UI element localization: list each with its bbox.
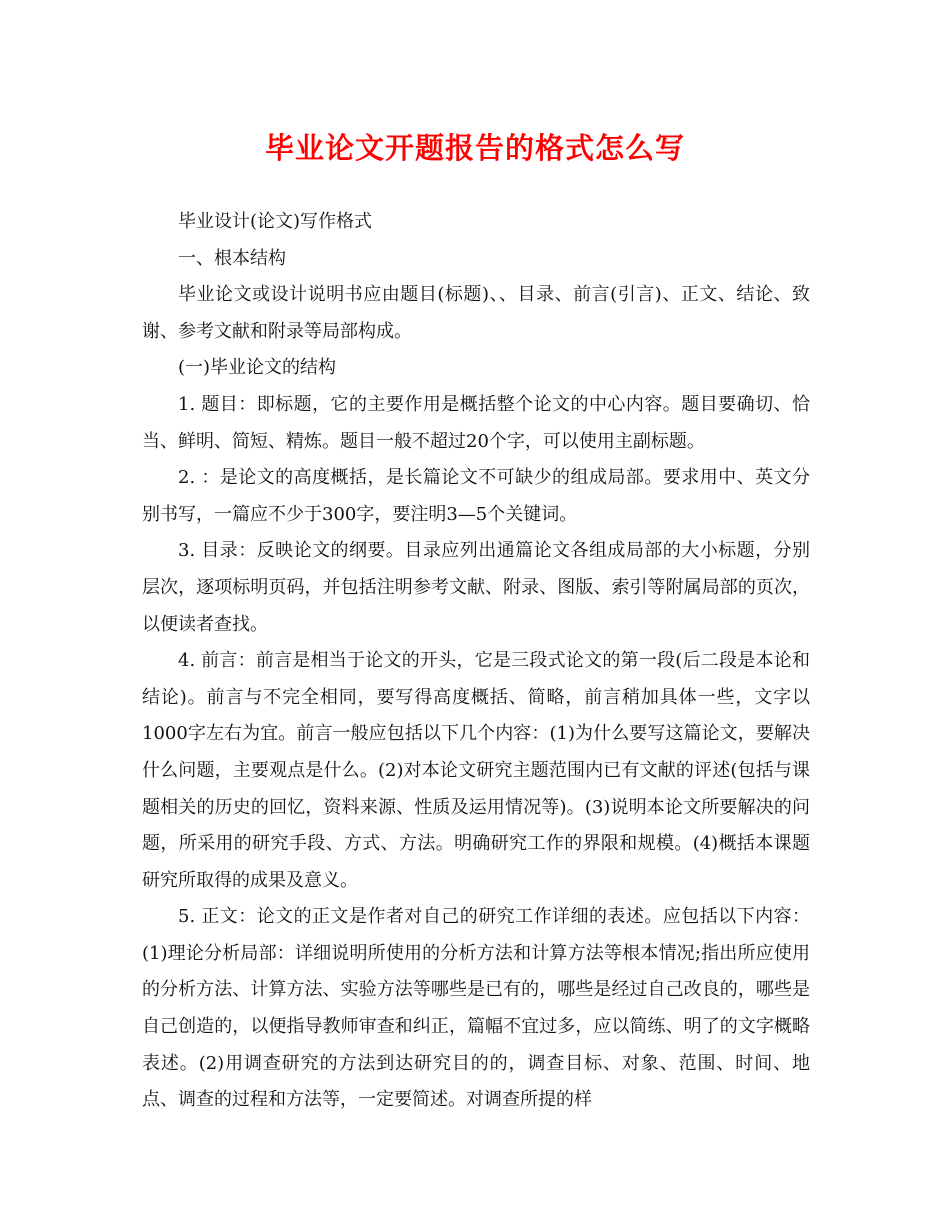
paragraph-structure-intro: 毕业论文或设计说明书应由题目(标题)、、目录、前言(引言)、正文、结论、致谢、参考文献和附录等局部构成。 [142, 284, 810, 342]
paragraph-format-heading: 毕业设计(论文)写作格式 [178, 211, 373, 232]
paragraph-item-main-text: 5. 正文：论文的正文是作者对自己的研究工作详细的表述。应包括以下内容：(1)理论分析局部：详细说明所使用的分析方法和计算方法等根本情况;指出所应使用的分析方法、计算方法、实验方法等哪些是已有的，哪些是经过自己改良的，哪些是自己创造的，以便指导教师审查和纠正，篇幅不宜过多，应以简练、明了的文字概略表述。(2)用调查研究的方法到达研究目的的，调查目标、对象、范围、时间、地点、调查的过程和方法等，一定要简述。对调查所提的样 [142, 906, 810, 1111]
paragraph-item-title: 1. 题目：即标题，它的主要作用是概括整个论文的中心内容。题目要确切、恰当、鲜明、简短、精炼。题目一般不超过20个字，可以使用主副标题。 [142, 393, 810, 452]
paragraph-item-abstract: 2. ：是论文的高度概括，是长篇论文不可缺少的组成局部。要求用中、英文分别书写，一篇应不少于300字，要注明3—5个关键词。 [142, 467, 810, 525]
paragraph-section-heading: 一、根本结构 [178, 247, 286, 269]
paragraph-item-preface: 4. 前言：前言是相当于论文的开头，它是三段式论文的第一段(后二段是本论和结论)。前言与不完全相同，要写得高度概括、简略，前言稍加具体一些，文字以1000字左右为宜。前言一般应包括以下几个内容：(1)为什么要写这篇论文，要解决什么问题，主要观点是什么。(2)对本论文研究主题范围内已有文献的评述(包括与课题相关的历史的回忆，资料来源、性质及运用情况等)。(3)说明本论文所要解决的问题，所采用的研究手段、方式、方法。明确研究工作的界限和规模。(4)概括本课题研究所取得的成果及意义。 [142, 650, 810, 891]
paragraph-item-contents: 3. 目录：反映论文的纲要。目录应列出通篇论文各组成局部的大小标题，分别层次，逐项标明页码，并包括注明参考文献、附录、图版、索引等附属局部的页次，以便读者查找。 [142, 540, 810, 635]
document-body [142, 204, 810, 1119]
paragraph-subsection-heading: (一)毕业论文的结构 [178, 357, 337, 379]
document-title: 毕业论文开题报告的格式怎么写 [264, 131, 685, 165]
